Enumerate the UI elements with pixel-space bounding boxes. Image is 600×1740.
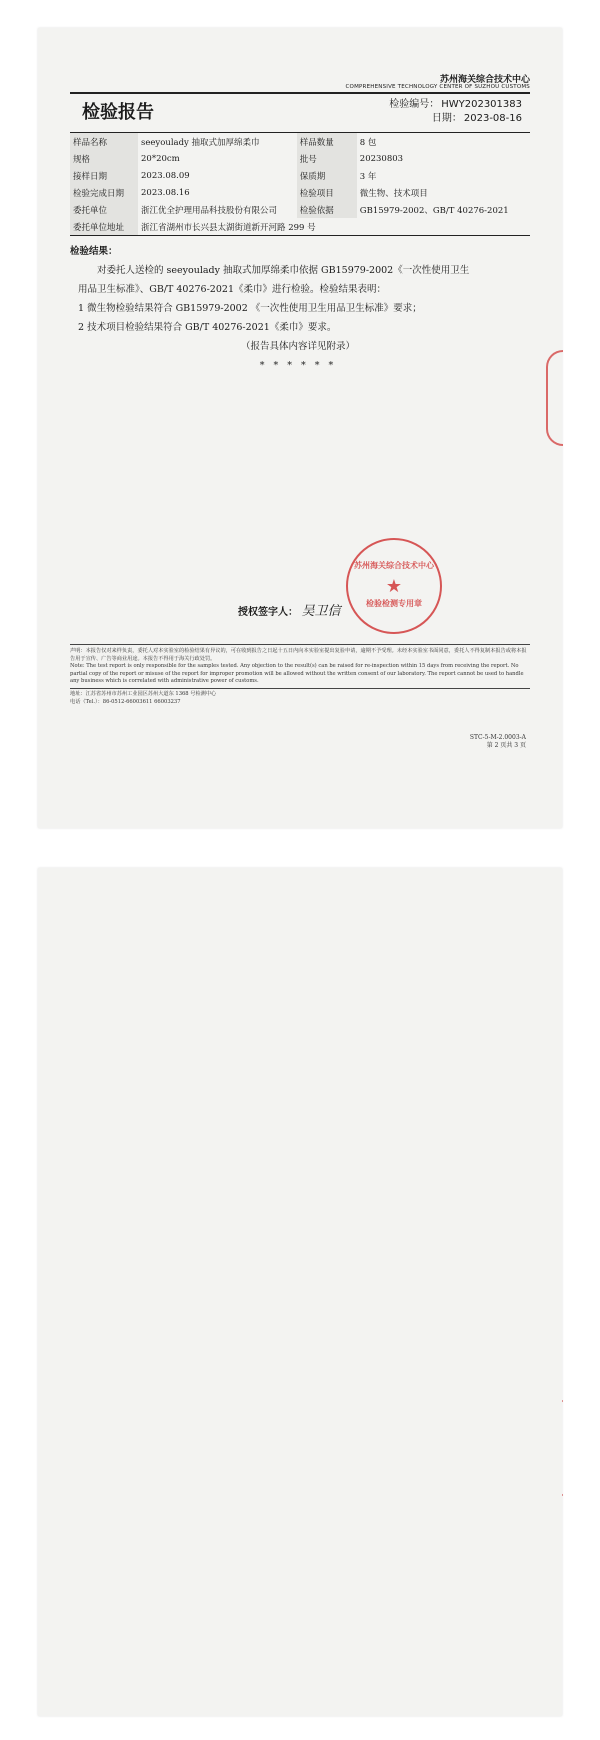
conclusion-line: 用品卫生标准》、GB/T 40276-2021《柔巾》进行检验。检验结果表明：: [78, 284, 386, 295]
batch: 20230803: [359, 153, 404, 164]
report-page-3: [38, 868, 562, 1716]
completed-date: 2023.08.16: [141, 187, 190, 198]
items-label: 检验项目: [297, 184, 357, 201]
table-row: [70, 184, 530, 201]
spec-label: 规格: [70, 150, 138, 167]
table-row: [70, 133, 530, 151]
report-title: 检验报告: [82, 102, 154, 123]
date-label: 日期：: [431, 113, 462, 124]
sample-qty: 8 包: [359, 137, 377, 148]
seal-bottom-text: 检验检测专用章: [366, 598, 422, 608]
table-row: [70, 201, 530, 218]
shelf-label: 保质期: [297, 167, 357, 184]
page-footer: [470, 734, 526, 750]
report-no: HWY202301383: [441, 99, 522, 110]
table-row: [70, 218, 530, 236]
org-name-en: COMPREHENSIVE TECHNOLOGY CENTER OF SUZHOU CUSTOMS: [345, 84, 530, 90]
received-date: 2023.08.09: [141, 170, 190, 181]
signer-block: [238, 600, 341, 619]
table-row: [70, 150, 530, 167]
org-name-cn: 苏州海关综合技术中心: [439, 75, 530, 85]
report-date: 2023-08-16: [463, 113, 522, 124]
page-code: STC-5-M-2.0003-A: [469, 734, 526, 741]
conclusion-line: 2 技术项目检验结果符合 GB/T 40276-2021《柔巾》要求。: [78, 322, 337, 333]
conclusion-line: 1 微生物检验结果符合 GB15979-2002 《一次性使用卫生用品卫生标准》要求；: [78, 303, 422, 314]
batch-label: 批号: [297, 150, 357, 167]
sample-name: seeyoulady 抽取式加厚绵柔巾: [141, 137, 260, 148]
header-rule: [70, 92, 530, 94]
conclusion-line: （报告具体内容详见附录）: [240, 341, 355, 352]
table-row: [70, 167, 530, 184]
report-meta: [389, 98, 522, 126]
inspection-seal: [346, 538, 442, 634]
note-address: 地址：江苏省苏州市苏州工业园区苏州大道东 1368 号检测中心: [70, 690, 217, 697]
report-notes: [70, 644, 530, 706]
seal-top-text: 苏州海关综合技术中心: [354, 560, 434, 570]
sample-info-table: [70, 132, 530, 236]
completed-label: 检验完成日期: [70, 184, 138, 201]
signature: 吴卫信: [301, 604, 341, 619]
notes-rule: [70, 688, 530, 689]
client-address: 浙江省湖州市长兴县太湖街道新开河路 299 号: [141, 222, 316, 233]
note-en: Note: The test report is only responsible for the samples tested. Any objection to the result(s) can be raised for re-inspection within 15 days from receiving the report. No partial copy of the report or misuse of the report for improper promotion will be allowed without the written consent of our laboratory. The report cannot be used to handle any business which is correlated with administrative power of customs.: [70, 663, 524, 685]
sample-info-block: [70, 132, 530, 236]
report-no-label: 检验编号：: [389, 99, 440, 110]
report-page-2: [38, 28, 562, 828]
basis-label: 检验依据: [297, 201, 357, 218]
received-label: 接样日期: [70, 167, 138, 184]
side-seal-fragment: [546, 350, 563, 446]
client-label: 委托单位: [70, 201, 138, 218]
address-label: 委托单位地址: [70, 218, 138, 236]
note-cn: 声明：本报告仅对来样负责，委托人对本实验室的检验结果有异议的，可在收到报告之日起十五日内向本实验室提出复验申请，逾期不予受理。未经本实验室书面同意，委托人不得复制本报告或将本报告用于宣传、广告等商业用途。本报告不得用于海关行政处罚。: [70, 648, 527, 662]
seal-star-icon: ★: [385, 576, 403, 597]
conclusion: [70, 242, 518, 375]
test-items: 微生物、技术项目: [359, 188, 428, 199]
sample-name-label: 样品名称: [70, 133, 138, 151]
stars-divider: * * * * * *: [259, 360, 337, 371]
sample-qty-label: 样品数量: [297, 133, 357, 151]
conclusion-title: 检验结果：: [70, 246, 118, 257]
signer-label: 授权签字人：: [238, 607, 298, 618]
client: 浙江优全护理用品科技股份有限公司: [141, 205, 278, 216]
conclusion-line: 对委托人送检的 seeyoulady 抽取式加厚绵柔巾依据 GB15979-2002《一次性使用卫生: [97, 265, 470, 276]
page-number: 第 2 页共 3 页: [486, 742, 526, 749]
note-phone: 电话（Tel.）：86-0512-66003611 66003237: [70, 698, 181, 705]
shelf-life: 3 年: [359, 171, 377, 182]
test-basis: GB15979-2002、GB/T 40276-2021: [359, 205, 509, 216]
spec: 20*20cm: [141, 153, 180, 164]
